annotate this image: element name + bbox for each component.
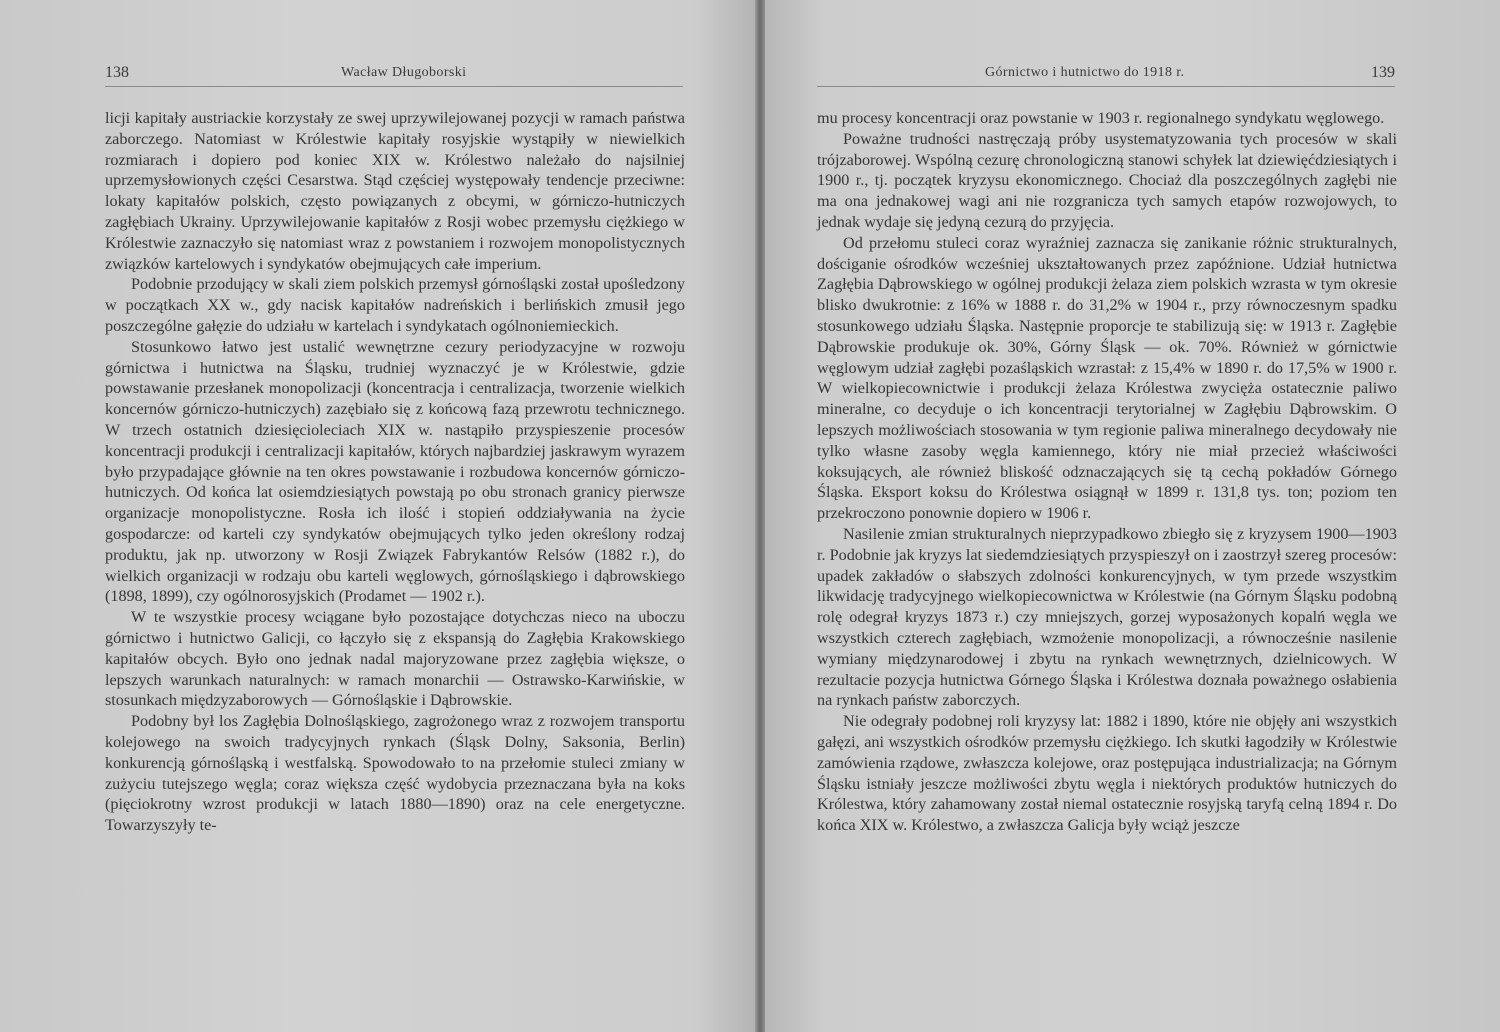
paragraph: mu procesy koncentracji oraz powstanie w 1903 r. regionalnego syndykatu węglowego. bbox=[817, 109, 1385, 127]
paragraph: Podobnie przodujący w skali ziem polskich przemysł górnośląski został upośledzony w początkach XX w., gdy nacisk kapitałów nadreńskich i berlińskich zmusił jego poszczególne gałęzie do udziału w kartelach i syndykatach ogólnoniemieckich. bbox=[105, 275, 685, 335]
paragraph: Poważne trudności nastręczają próby usystematyzowania tych procesów w skali trójzaborowej. Wspólną cezurę chronologiczną stanowi schyłek lat dziewięćdziesiątych i 1900 r., tj. początek kryzysu ekonomicznego. Chociaż dla poszczególnych zagłębi nie ma ona jednakowej wagi ani nie rozgranicza tych samych etapów rozwojowych, to jednak wydaje się jedyną cezurą do przyjęcia. bbox=[817, 129, 1397, 231]
right-running-head bbox=[817, 64, 1395, 87]
left-running-head bbox=[105, 64, 683, 87]
paragraph: Stosunkowo łatwo jest ustalić wewnętrzne cezury periodyzacyjne w rozwoju górnictwa i hutnictwa na Śląsku, trudniej wyznaczyć je w Królestwie, gdzie powstawanie przesłanek monopolizacji (koncentracja i centralizacja, tworzenie wielkich koncernów górniczo-hutniczych) zazębiało się z końcową fazą przewrotu technicznego. W trzech ostatnich dziesięcioleciach XIX w. nastąpiło przyspieszenie procesów koncentracji produkcji i centralizacji kapitałów, których najbardziej jaskrawym wyrazem było przypadające głównie na ten okres powstawanie i rozbudowa koncernów górniczo-hutniczych. Od końca lat osiemdziesiątych powstają po obu stronach granicy pierwsze organizacje monopolistyczne. Rosła ich ilość i stopień oddziaływania na życie gospodarcze: od karteli czy syndykatów obejmujących tylko jeden określony rodzaj produktu, jak np. utworzony w Rosji Związek Fabrykantów Relsów (1882 r.), do wielkich organizacji w rodzaju obu karteli węglowych, górnośląskiego i dąbrowskiego (1898, 1899), czy ogólnorosyjskich (Prodamet — 1902 r.). bbox=[105, 337, 685, 606]
paragraph: Nasilenie zmian strukturalnych nieprzypadkowo zbiegło się z kryzysem 1900—1903 r. Podobnie jak kryzys lat siedemdziesiątych przyspieszył on i zaostrzył szereg procesów: upadek zakładów o słabszych zdolności konkurencyjnych, w tym przede wszystkim likwidację tradycyjnego wielkopiecownictwa w Królestwie (na Górnym Śląsku podobną rolę odegrał kryzys 1873 r.) czy mniejszych, gorzej wyposażonych kopalń węgla we wszystkich czterech zagłębiach, wzmożenie monopolizacji, a równocześnie nasilenie wymiany międzynarodowej i zbytu na rynkach wewnętrznych, dzielnicowych. W rezultacie pozycja hutnictwa Górnego Śląska i Królestwa doznała poważnego osłabienia na rynkach państw zaborczych. bbox=[817, 524, 1397, 710]
right-running-title: Górnictwo i hutnictwo do 1918 r. bbox=[985, 65, 1185, 80]
right-page bbox=[765, 0, 1500, 1032]
right-page-number: 139 bbox=[1371, 64, 1395, 81]
paragraph: Podobny był los Zagłębia Dolnośląskiego, zagrożonego wraz z rozwojem transportu kolejowego na swoich tradycyjnych rynkach (Śląsk Dolny, Saksonia, Berlin) konkurencją górnośląską i westfalską. Spowodowało to na przełomie stuleci zmiany w zużyciu tutejszego węgla; coraz większa część wydobycia przeznaczana była na koks (pięciokrotny wzrost produkcji w latach 1880—1890) oraz na cele energetyczne. Towarzyszyły te- bbox=[105, 712, 685, 835]
paragraph: Od przełomu stuleci coraz wyraźniej zaznacza się zanikanie różnic strukturalnych, dościganie ośrodków wcześniej ukształtowanych przez zapóźnione. Udział hutnictwa Zagłębia Dąbrowskiego w ogólnej produkcji żelaza ziem polskich wzrasta w tym okresie blisko dwukrotnie: z 16% w 1888 r. do 31,2% w 1904 r., przy równoczesnym spadku stosunkowego udziału Śląska. Następnie proporcje te stabilizują się: w 1913 r. Zagłębie Dąbrowskie produkuje ok. 30%, Górny Śląsk — ok. 70%. Również w górnictwie węglowym udział zagłębi pozaśląskich wzrastał: z 15,4% w 1890 r. do 17,5% w 1900 r. W wielkopiecownictwie i produkcji żelaza Królestwa zwycięża ostatecznie paliwo mineralne, co decyduje o ich koncentracji terytorialnej w Zagłębiu Dąbrowskim. O lepszych możliwościach stosowania w tym regionie paliwa mineralnego decydowały nie tylko własne zasoby węgla kamiennego, który nie miał przecież właściwości koksujących, ale również bliskość odznaczających się tą cechą pokładów Górnego Śląska. Eksport koksu do Królestwa osiągnął w 1899 r. 131,8 tys. ton; poziom ten przekroczono ponownie dopiero w 1906 r. bbox=[817, 233, 1397, 523]
left-page-number: 138 bbox=[105, 64, 129, 81]
paragraph: W te wszystkie procesy wciągane było pozostające dotychczas nieco na uboczu górnictwo i hutnictwo Galicji, co łączyło się z ekspansją do Zagłębia Krakowskiego kapitałów obcych. Było ono jednak nadal majoryzowane przez zagłębia większe, o lepszych warunkach naturalnych: w ramach monarchii — Ostrawsko-Karwińskie, w stosunkach międzyzaborowych — Górnośląskie i Dąbrowskie. bbox=[105, 608, 685, 710]
paragraph: licji kapitały austriackie korzystały ze swej uprzywilejowanej pozycji w ramach państwa zaborczego. Natomiast w Królestwie kapitały rosyjskie wystąpiły w niewielkich rozmiarach i dopiero pod koniec XIX w. Królestwo należało do najsilniej uprzemysłowionych części Cesarstwa. Stąd częściej występowały tendencje przeciwne: lokaty kapitałów polskich, często powiązanych z obcymi, w górniczo-hutniczych zagłębiach Ukrainy. Uprzywilejowanie kapitałów z Rosji wobec przemysłu ciężkiego w Królestwie zaznaczyło się natomiast wraz z powstaniem i rozwojem monopolistycznych związków kartelowych i syndykatów obejmujących całe imperium. bbox=[105, 109, 685, 273]
right-body-text bbox=[817, 108, 1397, 836]
book-gutter bbox=[755, 0, 765, 1032]
paragraph: Nie odegrały podobnej roli kryzysy lat: 1882 i 1890, które nie objęły ani wszystkich gałęzi, ani wszystkich ośrodków przemysłu ciężkiego. Ich skutki łagodziły w Królestwie zamówienia rządowe, zwłaszcza kolejowe, oraz postępująca industrializacja; na Górnym Śląsku istniały jeszcze możliwości zbytu węgla i niektórych produktów hutniczych do Królestwa, który zahamowany został niemal ostatecznie rosyjską taryfą celną 1894 r. Do końca XIX w. Królestwo, a zwłaszcza Galicja były wciąż jeszcze bbox=[817, 712, 1397, 835]
left-running-title: Wacław Długoborski bbox=[341, 65, 467, 80]
left-body-text bbox=[105, 108, 685, 836]
